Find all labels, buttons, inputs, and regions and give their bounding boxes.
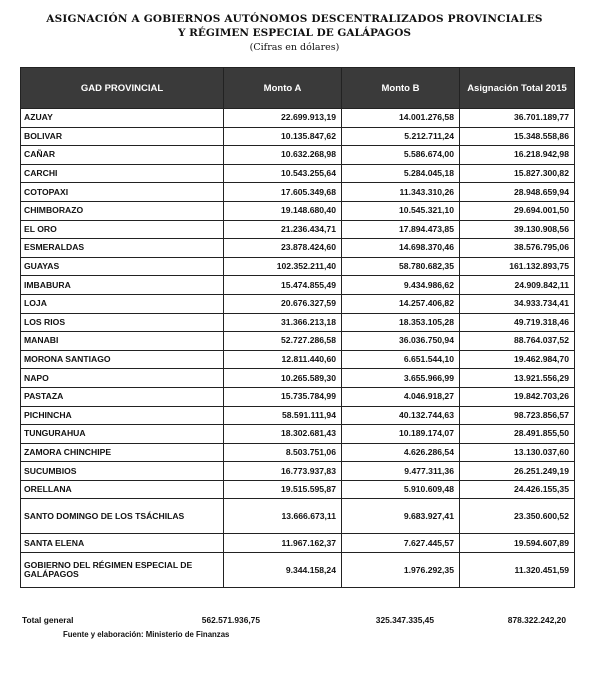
province-name-cell: LOJA xyxy=(21,294,224,313)
total-cell: 29.694.001,50 xyxy=(460,201,575,220)
table-row xyxy=(21,109,575,128)
monto-b-cell: 9.683.927,41 xyxy=(342,499,460,534)
monto-b-cell: 6.651.544,10 xyxy=(342,350,460,369)
province-name-cell: TUNGURAHUA xyxy=(21,425,224,444)
province-name-cell: GOBIERNO DEL RÉGIMEN ESPECIAL DE GALÁPAGOS xyxy=(21,553,224,588)
monto-a-cell: 15.735.784,99 xyxy=(224,387,342,406)
column-header-monto-b: Monto B xyxy=(342,68,460,109)
monto-b-cell: 4.046.918,27 xyxy=(342,387,460,406)
table-row xyxy=(21,164,575,183)
monto-a-cell: 10.543.255,64 xyxy=(224,164,342,183)
monto-b-cell: 40.132.744,63 xyxy=(342,406,460,425)
table-body xyxy=(21,109,575,588)
table-row xyxy=(21,220,575,239)
document-title-line-1: ASIGNACIÓN A GOBIERNOS AUTÓNOMOS DESCENTRALIZADOS PROVINCIALES xyxy=(46,13,543,25)
table-row xyxy=(21,294,575,313)
province-name-cell: AZUAY xyxy=(21,109,224,128)
province-name-cell: CHIMBORAZO xyxy=(21,201,224,220)
province-name-cell: CARCHI xyxy=(21,164,224,183)
total-cell: 28.491.855,50 xyxy=(460,425,575,444)
table-row xyxy=(21,462,575,481)
table-row xyxy=(21,276,575,295)
monto-a-cell: 10.135.847,62 xyxy=(224,127,342,146)
table-row xyxy=(21,146,575,165)
province-name-cell: NAPO xyxy=(21,369,224,388)
monto-a-cell: 10.265.589,30 xyxy=(224,369,342,388)
monto-b-cell: 7.627.445,57 xyxy=(342,534,460,553)
table-row xyxy=(21,499,575,534)
province-name-cell: ORELLANA xyxy=(21,480,224,499)
table-row xyxy=(21,332,575,351)
province-name-cell: PICHINCHA xyxy=(21,406,224,425)
monto-a-cell: 9.344.158,24 xyxy=(224,553,342,588)
table-row xyxy=(21,443,575,462)
monto-b-cell: 17.894.473,85 xyxy=(342,220,460,239)
province-name-cell: MORONA SANTIAGO xyxy=(21,350,224,369)
total-cell: 15.827.300,82 xyxy=(460,164,575,183)
monto-a-cell: 22.699.913,19 xyxy=(224,109,342,128)
allocation-table xyxy=(20,67,575,588)
monto-a-cell: 18.302.681,43 xyxy=(224,425,342,444)
total-cell: 23.350.600,52 xyxy=(460,499,575,534)
table-row xyxy=(21,387,575,406)
monto-b-cell: 9.477.311,36 xyxy=(342,462,460,481)
monto-a-cell: 58.591.111,94 xyxy=(224,406,342,425)
monto-b-cell: 11.343.310,26 xyxy=(342,183,460,202)
monto-a-cell: 13.666.673,11 xyxy=(224,499,342,534)
monto-a-cell: 11.967.162,37 xyxy=(224,534,342,553)
monto-a-cell: 17.605.349,68 xyxy=(224,183,342,202)
total-cell: 19.842.703,26 xyxy=(460,387,575,406)
table-row xyxy=(21,425,575,444)
total-row xyxy=(20,615,574,627)
monto-a-cell: 23.878.424,60 xyxy=(224,239,342,258)
monto-a-cell: 31.366.213,18 xyxy=(224,313,342,332)
table-row xyxy=(21,406,575,425)
monto-a-cell: 16.773.937,83 xyxy=(224,462,342,481)
table-row xyxy=(21,127,575,146)
monto-b-cell: 36.036.750,94 xyxy=(342,332,460,351)
column-header-gad: GAD PROVINCIAL xyxy=(21,68,224,109)
total-cell: 39.130.908,56 xyxy=(460,220,575,239)
table-header-row xyxy=(21,68,575,109)
monto-b-cell: 3.655.966,99 xyxy=(342,369,460,388)
province-name-cell: EL ORO xyxy=(21,220,224,239)
document-subtitle: (Cifras en dólares) xyxy=(249,42,340,53)
table-row xyxy=(21,480,575,499)
monto-b-cell: 10.189.174,07 xyxy=(342,425,460,444)
monto-a-cell: 15.474.855,49 xyxy=(224,276,342,295)
total-monto-a: 562.571.936,75 xyxy=(201,615,260,625)
table-row xyxy=(21,239,575,258)
total-cell: 161.132.893,75 xyxy=(460,257,575,276)
province-name-cell: PASTAZA xyxy=(21,387,224,406)
table-row xyxy=(21,369,575,388)
total-cell: 38.576.795,06 xyxy=(460,239,575,258)
monto-a-cell: 19.148.680,40 xyxy=(224,201,342,220)
total-cell: 34.933.734,41 xyxy=(460,294,575,313)
total-cell: 16.218.942,98 xyxy=(460,146,575,165)
monto-b-cell: 10.545.321,10 xyxy=(342,201,460,220)
province-name-cell: SUCUMBIOS xyxy=(21,462,224,481)
total-cell: 24.426.155,35 xyxy=(460,480,575,499)
monto-b-cell: 14.257.406,82 xyxy=(342,294,460,313)
document-title-line-2: Y RÉGIMEN ESPECIAL DE GALÁPAGOS xyxy=(178,27,411,39)
total-cell: 24.909.842,11 xyxy=(460,276,575,295)
total-cell: 98.723.856,57 xyxy=(460,406,575,425)
monto-a-cell: 8.503.751,06 xyxy=(224,443,342,462)
province-name-cell: COTOPAXI xyxy=(21,183,224,202)
total-cell: 13.921.556,29 xyxy=(460,369,575,388)
total-monto-b: 325.347.335,45 xyxy=(375,615,434,625)
monto-a-cell: 10.632.268,98 xyxy=(224,146,342,165)
province-name-cell: SANTO DOMINGO DE LOS TSÁCHILAS xyxy=(21,499,224,534)
column-header-monto-a: Monto A xyxy=(224,68,342,109)
total-cell: 26.251.249,19 xyxy=(460,462,575,481)
table-row xyxy=(21,350,575,369)
monto-b-cell: 5.910.609,48 xyxy=(342,480,460,499)
province-name-cell: GUAYAS xyxy=(21,257,224,276)
total-label: Total general xyxy=(22,615,74,625)
total-cell: 36.701.189,77 xyxy=(460,109,575,128)
total-cell: 13.130.037,60 xyxy=(460,443,575,462)
source-note: Fuente y elaboración: Ministerio de Finanzas xyxy=(63,630,230,639)
monto-b-cell: 5.284.045,18 xyxy=(342,164,460,183)
monto-b-cell: 18.353.105,28 xyxy=(342,313,460,332)
total-cell: 19.462.984,70 xyxy=(460,350,575,369)
table-row xyxy=(21,183,575,202)
total-asignacion: 878.322.242,20 xyxy=(507,615,566,625)
monto-b-cell: 5.586.674,00 xyxy=(342,146,460,165)
province-name-cell: IMBABURA xyxy=(21,276,224,295)
total-cell: 19.594.607,89 xyxy=(460,534,575,553)
total-cell: 15.348.558,86 xyxy=(460,127,575,146)
total-cell: 11.320.451,59 xyxy=(460,553,575,588)
monto-b-cell: 4.626.286,54 xyxy=(342,443,460,462)
monto-b-cell: 5.212.711,24 xyxy=(342,127,460,146)
monto-a-cell: 19.515.595,87 xyxy=(224,480,342,499)
monto-a-cell: 102.352.211,40 xyxy=(224,257,342,276)
monto-a-cell: 20.676.327,59 xyxy=(224,294,342,313)
province-name-cell: CAÑAR xyxy=(21,146,224,165)
monto-a-cell: 12.811.440,60 xyxy=(224,350,342,369)
total-cell: 49.719.318,46 xyxy=(460,313,575,332)
monto-b-cell: 9.434.986,62 xyxy=(342,276,460,295)
monto-b-cell: 1.976.292,35 xyxy=(342,553,460,588)
table-row xyxy=(21,534,575,553)
province-name-cell: ZAMORA CHINCHIPE xyxy=(21,443,224,462)
province-name-cell: SANTA ELENA xyxy=(21,534,224,553)
monto-a-cell: 21.236.434,71 xyxy=(224,220,342,239)
monto-a-cell: 52.727.286,58 xyxy=(224,332,342,351)
table-row xyxy=(21,313,575,332)
total-cell: 28.948.659,94 xyxy=(460,183,575,202)
monto-b-cell: 14.001.276,58 xyxy=(342,109,460,128)
total-cell: 88.764.037,52 xyxy=(460,332,575,351)
monto-b-cell: 58.780.682,35 xyxy=(342,257,460,276)
province-name-cell: MANABI xyxy=(21,332,224,351)
table-row xyxy=(21,201,575,220)
table-row xyxy=(21,553,575,588)
table-row xyxy=(21,257,575,276)
province-name-cell: LOS RIOS xyxy=(21,313,224,332)
province-name-cell: ESMERALDAS xyxy=(21,239,224,258)
province-name-cell: BOLIVAR xyxy=(21,127,224,146)
column-header-total: Asignación Total 2015 xyxy=(460,68,575,109)
monto-b-cell: 14.698.370,46 xyxy=(342,239,460,258)
